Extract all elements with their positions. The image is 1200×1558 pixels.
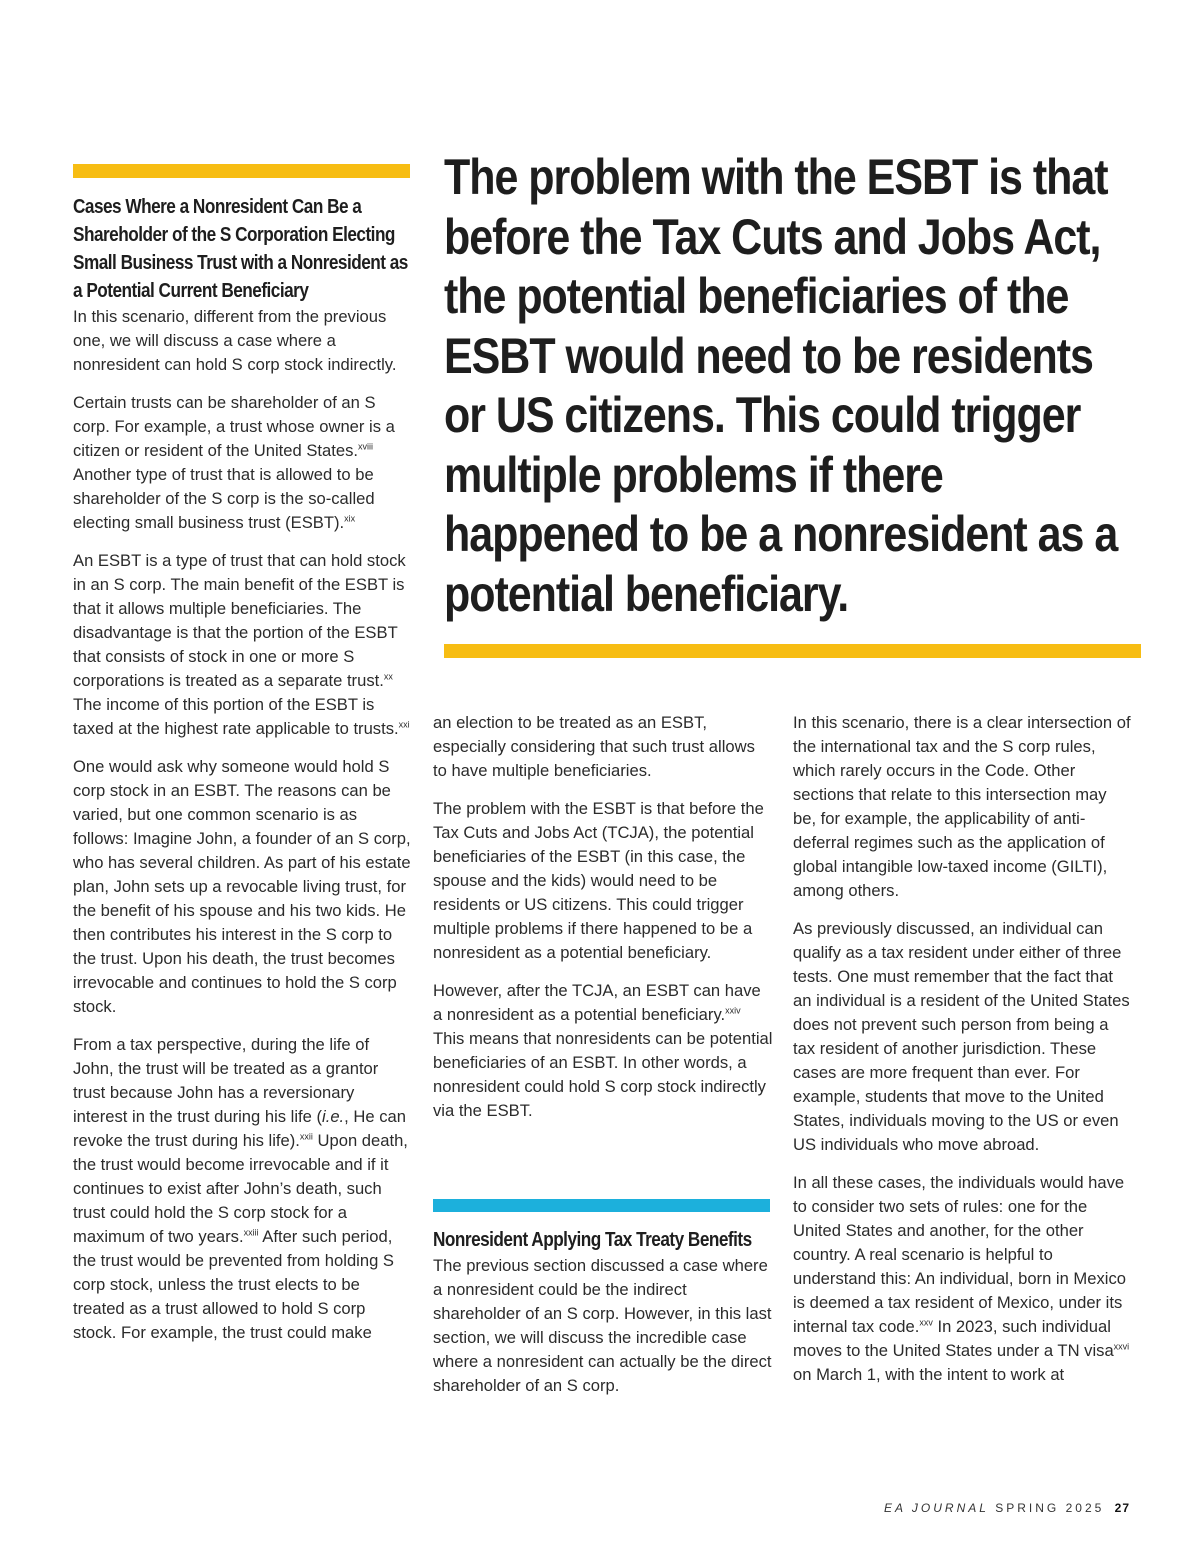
text: In all these cases, the individuals would have to consider two sets of rules: one for the United States and another, for the other country. A real scenario is helpful to understand this: An individual, born in Mexico is deemed a tax resident of Mexico, under its internal tax code.: [793, 1173, 1126, 1336]
text: In this scenario, different from the previous one, we will discuss a case where a nonresident can hold S corp stock indirectly.: [73, 307, 397, 374]
section-accent-bar: [433, 1199, 770, 1212]
text: The problem with the ESBT is that before the Tax Cuts and Jobs Act (TCJA), the potential beneficiaries of the ESBT (in this case, the spouse and the kids) would need to be residents or US citizens. This could trigger multiple problems if there happened to be a nonresident as a potential beneficiary.: [433, 799, 764, 962]
text: Another type of trust that is allowed to be shareholder of the S corp is the so-called electing small business trust (ESBT).: [73, 465, 375, 532]
paragraph: [433, 1254, 773, 1398]
left-column: [73, 193, 413, 1359]
section-heading-treaty: Nonresident Applying Tax Treaty Benefits: [433, 1229, 752, 1251]
text: , He can revoke the trust during his life).: [73, 1107, 406, 1150]
text-italic: i.e.: [322, 1107, 345, 1126]
paragraph: [793, 1171, 1133, 1387]
pull-quote: The problem with the ESBT is that before the Tax Cuts and Jobs Act, the potential beneficiaries of the ESBT would need to be residents or US citizens. This could trigger multiple problems if there happened to be a nonresident as a potential beneficiary.: [444, 149, 1118, 622]
footnote-ref[interactable]: xxiv: [725, 1005, 741, 1016]
text: However, after the TCJA, an ESBT can have a nonresident as a potential beneficiary.: [433, 981, 761, 1024]
text: The income of this portion of the ESBT is taxed at the highest rate applicable to trusts.: [73, 695, 399, 738]
paragraph: [73, 755, 413, 1019]
paragraph: [73, 1033, 413, 1345]
issue-label: SPRING 2025: [995, 1501, 1105, 1515]
pull-quote-accent-bar: [444, 644, 1141, 658]
footnote-ref[interactable]: xxiii: [243, 1227, 259, 1238]
footnote-ref[interactable]: xix: [344, 513, 356, 524]
paragraph: [73, 305, 413, 377]
text: Upon death, the trust would become irrevocable and if it continues to exist after John’s death, such trust could hold the S corp stock for a maximum of two years.: [73, 1131, 408, 1246]
footnote-ref[interactable]: xxv: [919, 1317, 933, 1328]
page-footer: [884, 1501, 1130, 1515]
footnote-ref[interactable]: xxvi: [1113, 1341, 1130, 1352]
journal-name: EA JOURNAL: [884, 1501, 989, 1515]
paragraph: [433, 797, 773, 965]
text: Certain trusts can be shareholder of an S corp. For example, a trust whose owner is a citizen or resident of the United States.: [73, 393, 395, 460]
right-column: [793, 711, 1133, 1401]
paragraph: [73, 549, 413, 741]
paragraph: [433, 979, 773, 1123]
middle-column: [433, 711, 773, 1137]
middle-column-section: [433, 1226, 773, 1412]
text: on March 1, with the intent to work at: [793, 1365, 1065, 1384]
text: One would ask why someone would hold S corp stock in an ESBT. The reasons can be varied, but one common scenario is as follows: Imagine John, a founder of an S corp, who has several children. As part of his estate plan, John sets up a revocable living trust, for the benefit of his spouse and his two kids. He then contributes his interest in the S corp to the trust. Upon his death, the trust becomes irrevocable and continues to hold the S corp stock.: [73, 757, 411, 1016]
text: an election to be treated as an ESBT, especially considering that such trust allows to have multiple beneficiaries.: [433, 713, 755, 780]
paragraph: [793, 711, 1133, 903]
footnote-ref[interactable]: xxi: [398, 719, 410, 730]
paragraph: [433, 711, 773, 783]
text: This means that nonresidents can be potential beneficiaries of an ESBT. In other words, a nonresident could hold S corp stock indirectly via the ESBT.: [433, 1029, 773, 1120]
footnote-ref[interactable]: xviii: [358, 441, 374, 452]
text: An ESBT is a type of trust that can hold stock in an S corp. The main benefit of the ESBT is that it allows multiple beneficiaries. The disadvantage is that the portion of the ESBT that consists of stock in one or more S corporations is treated as a separate trust.: [73, 551, 406, 690]
section-heading-esbt: Cases Where a Nonresident Can Be a Shareholder of the S Corporation Electing Small Business Trust with a Nonresident as a Potential Current Beneficiary: [73, 196, 408, 302]
footnote-ref[interactable]: xx: [383, 671, 393, 682]
text: The previous section discussed a case where a nonresident could be the indirect shareholder of an S corp. However, in this last section, we will discuss the incredible case where a nonresident can actually be the direct shareholder of an S corp.: [433, 1256, 772, 1395]
footnote-ref[interactable]: xxii: [299, 1131, 313, 1142]
page-number: 27: [1114, 1501, 1130, 1515]
text: From a tax perspective, during the life of John, the trust will be treated as a grantor trust because John has a reversionary interest in the trust during his life (: [73, 1035, 379, 1126]
sidebar-accent-bar: [73, 164, 410, 178]
text: As previously discussed, an individual can qualify as a tax resident under either of three tests. One must remember that the fact that an individual is a resident of the United States does not prevent such person from being a tax resident of another jurisdiction. These cases are more frequent than ever. For example, students that move to the United States, individuals moving to the US or even US individuals who move abroad.: [793, 919, 1130, 1154]
paragraph: [793, 917, 1133, 1157]
text: In this scenario, there is a clear intersection of the international tax and the S corp rules, which rarely occurs in the Code. Other sections that relate to this intersection may be, for example, the applicability of anti-deferral regimes such as the application of global intangible low-taxed income (GILTI), among others.: [793, 713, 1131, 900]
paragraph: [73, 391, 413, 535]
text: After such period, the trust would be prevented from holding S corp stock, unless the trust elects to be treated as a trust allowed to hold S corp stock. For example, the trust could make: [73, 1227, 395, 1342]
text: In 2023, such individual moves to the United States under a TN visa: [793, 1317, 1114, 1360]
